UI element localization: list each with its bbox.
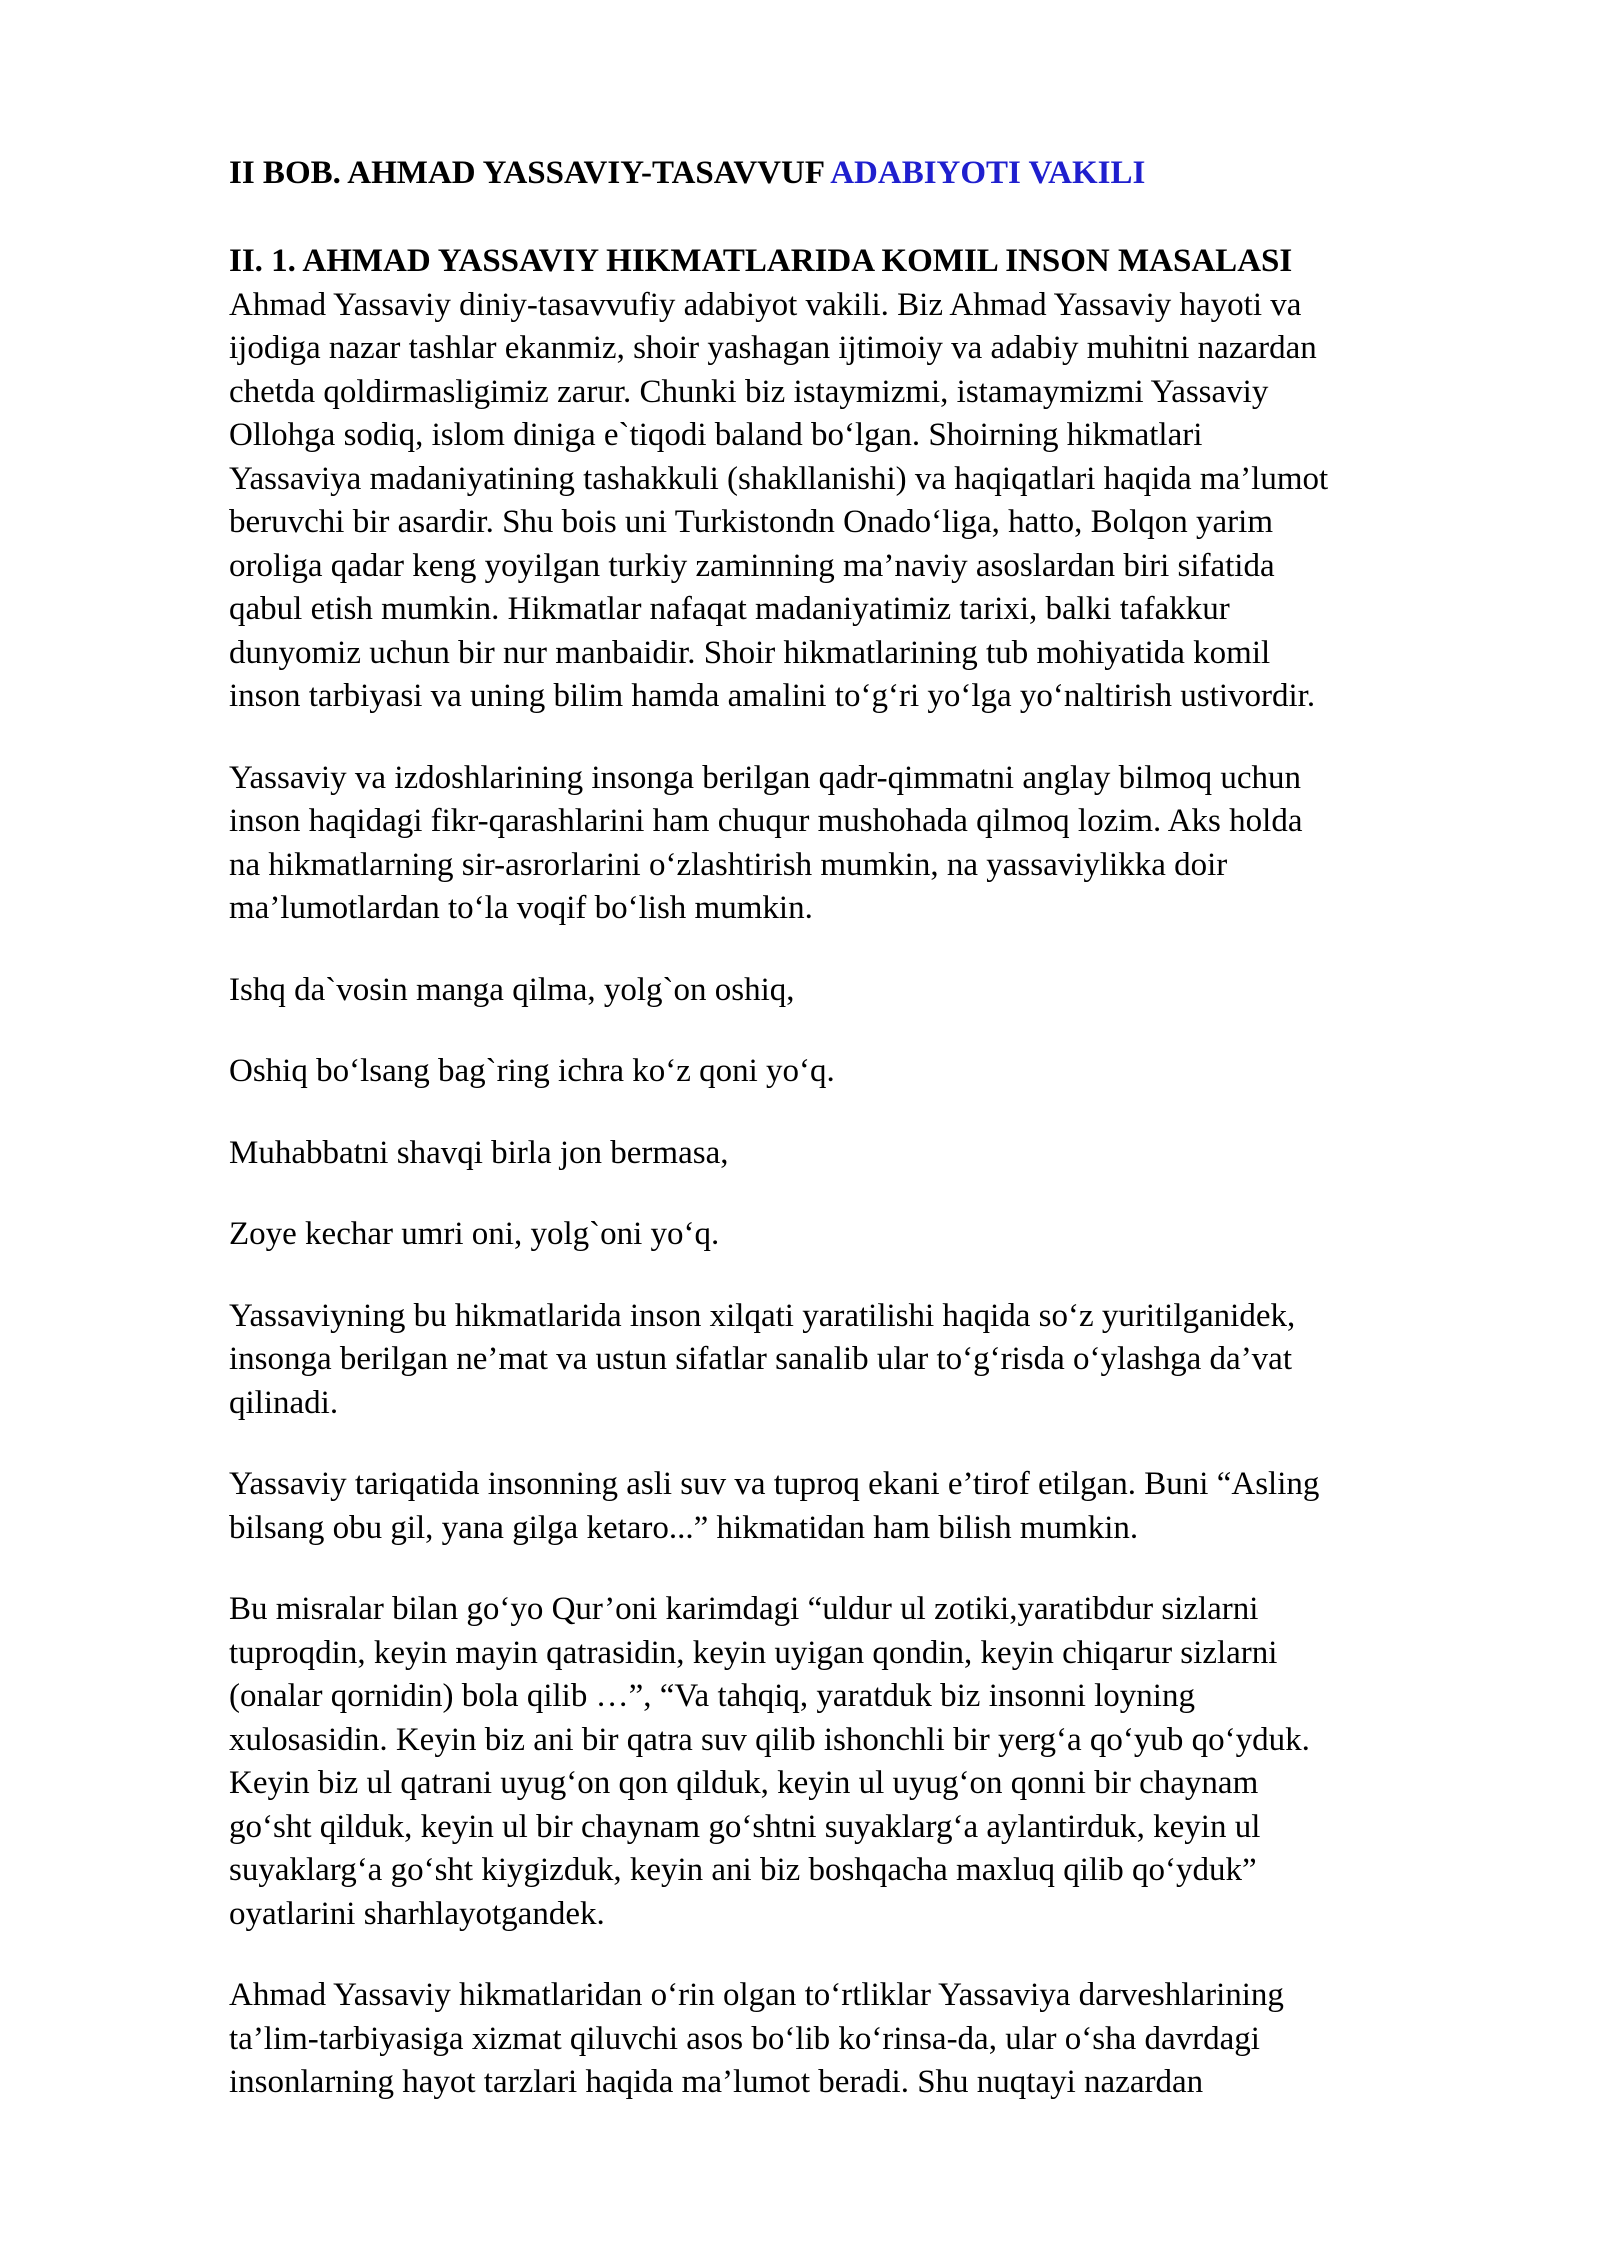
text-line: tuproqdin, keyin mayin qatrasidin, keyin uyigan qondin, keyin chiqarur sizlarni — [229, 1634, 1278, 1671]
text-line: Yassaviyning bu hikmatlarida inson xilqati yaratilishi haqida so‘z yuritilganidek, — [229, 1297, 1296, 1334]
text-line: beruvchi bir asardir. Shu bois uni Turkistondn Onado‘liga, hatto, Bolqon yarim — [229, 504, 1274, 540]
text-line: go‘sht qilduk, keyin ul bir chaynam go‘shtni suyaklarg‘a aylantirduk, keyin ul — [229, 1808, 1261, 1845]
text-line: qilinadi. — [229, 1384, 339, 1421]
text-line: Ahmad Yassaviy diniy-tasavvufiy adabiyot vakili. Biz Ahmad Yassaviy hayoti va — [229, 286, 1302, 323]
text-line: Yassaviy va izdoshlarining insonga berilgan qadr-qimmatni anglay bilmoq uchun — [229, 759, 1301, 796]
text-line: insonlarning hayot tarzlari haqida ma’lumot beradi. Shu nuqtayi nazardan — [229, 2064, 1204, 2100]
text-line: dunyomiz uchun bir nur manbaidir. Shoir hikmatlarining tub mohiyatida komil — [229, 634, 1271, 671]
paragraph — [229, 757, 1519, 931]
text-line: (onalar qornidin) bola qilib …”, “Va tahqiq, yaratduk biz insonni loyning — [229, 1678, 1195, 1714]
text-line: xulosasidin. Keyin biz ani bir qatra suv qilib ishonchli bir yerg‘a qo‘yub qo‘yduk. — [229, 1721, 1310, 1758]
text-line: suyaklarg‘a go‘sht kiygizduk, keyin ani biz boshqacha maxluq qilib qo‘yduk” — [229, 1852, 1257, 1888]
paragraph — [229, 1463, 1519, 1550]
text-line: insonga berilgan ne’mat va ustun sifatlar sanalib ular to‘g‘risda o‘ylashga da’vat — [229, 1341, 1292, 1377]
text-line: inson haqidagi fikr-qarashlarini ham chuqur mushohada qilmoq lozim. Aks holda — [229, 803, 1303, 839]
paragraph — [229, 1295, 1519, 1426]
text-line: inson tarbiyasi va uning bilim hamda amalini to‘g‘ri yo‘lga yo‘naltirish ustivordir. — [229, 678, 1316, 714]
text-line: qabul etish mumkin. Hikmatlar nafaqat madaniyatimiz tarixi, balki tafakkur — [229, 591, 1230, 627]
chapter-title-part1: II BOB. AHMAD YASSAVIY-TASAVVUF — [229, 155, 831, 191]
text-line: ijodiga nazar tashlar ekanmiz, shoir yashagan ijtimoiy va adabiy muhitni nazardan — [229, 330, 1317, 366]
verse-line: Zoye kechar umri oni, yolg`oni yo‘q. — [229, 1216, 720, 1252]
paragraph — [229, 1588, 1519, 1936]
text-line: oyatlarini sharhlayotgandek. — [229, 1895, 605, 1932]
text-line: chetda qoldirmasligimiz zarur. Chunki biz istaymizmi, istamaymizmi Yassaviy — [229, 373, 1269, 410]
text-line: Yassaviya madaniyatining tashakkuli (shakllanishi) va haqiqatlari haqida ma’lumot — [229, 460, 1329, 497]
text-line: Yassaviy tariqatida insonning asli suv va tuproq ekani e’tirof etilgan. Buni “Asling — [229, 1466, 1320, 1502]
chapter-title-highlight: ADABIYOTI VAKILI — [830, 155, 1146, 191]
text-line: Ollohga sodiq, islom diniga e`tiqodi baland bo‘lgan. Shoirning hikmatlari — [229, 417, 1203, 453]
paragraph — [229, 284, 1519, 719]
paragraph — [229, 1974, 1519, 2105]
text-line: oroliga qadar keng yoyilgan turkiy zaminning ma’naviy asoslardan biri sifatida — [229, 547, 1275, 584]
chapter-title — [229, 152, 1145, 196]
document-body — [229, 240, 1519, 2143]
section-title: II. 1. AHMAD YASSAVIY HIKMATLARIDA KOMIL INSON MASALASI — [229, 243, 1293, 279]
verse-line: Muhabbatni shavqi birla jon bermasa, — [229, 1134, 729, 1171]
verse-line: Oshiq bo‘lsang bag`ring ichra ko‘z qoni yo‘q. — [229, 1053, 835, 1089]
text-line: ma’lumotlardan to‘la voqif bo‘lish mumkin. — [229, 890, 813, 926]
text-line: Keyin biz ul qatrani uyug‘on qon qilduk, keyin ul uyug‘on qonni bir chaynam — [229, 1765, 1259, 1801]
text-line: bilsang obu gil, yana gilga ketaro...” hikmatidan ham bilish mumkin. — [229, 1509, 1139, 1546]
text-line: Ahmad Yassaviy hikmatlaridan o‘rin olgan to‘rtliklar Yassaviya darveshlarining — [229, 1977, 1284, 2013]
text-line: na hikmatlarning sir-asrorlarini o‘zlashtirish mumkin, na yassaviylikka doir — [229, 846, 1228, 883]
verse-line: Ishq da`vosin manga qilma, yolg`on oshiq, — [229, 971, 795, 1008]
text-line: ta’lim-tarbiyasiga xizmat qiluvchi asos bo‘lib ko‘rinsa-da, ular o‘sha davrdagi — [229, 2020, 1260, 2057]
text-line: Bu misralar bilan go‘yo Qur’oni karimdagi “uldur ul zotiki,yaratibdur sizlarni — [229, 1591, 1259, 1627]
